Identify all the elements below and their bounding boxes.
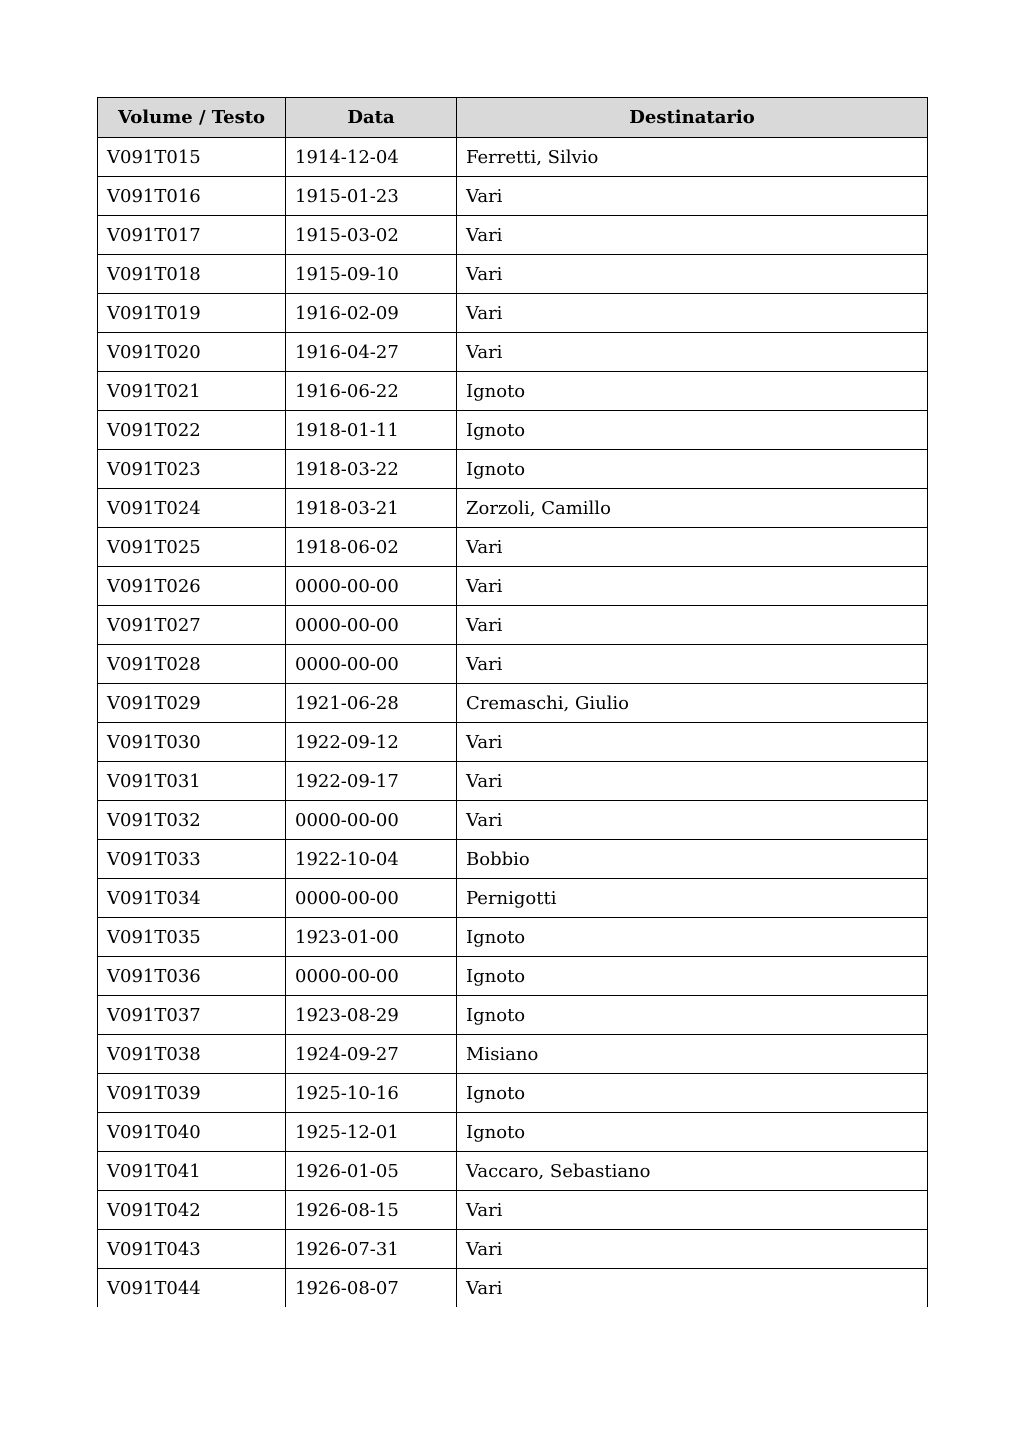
- cell-destinatario: Ignoto: [457, 372, 928, 411]
- header-data: Data: [286, 98, 457, 138]
- cell-volume-testo: V091T026: [98, 567, 286, 606]
- table-row: [98, 567, 928, 606]
- header-volume-testo: Volume / Testo: [98, 98, 286, 138]
- cell-volume-testo: V091T015: [98, 138, 286, 177]
- cell-volume-testo: V091T040: [98, 1113, 286, 1152]
- cell-data: 1918-01-11: [286, 411, 457, 450]
- cell-destinatario: Ferretti, Silvio: [457, 138, 928, 177]
- cell-destinatario: Vari: [457, 294, 928, 333]
- cell-data: 1925-12-01: [286, 1113, 457, 1152]
- table-row: [98, 372, 928, 411]
- cell-volume-testo: V091T038: [98, 1035, 286, 1074]
- cell-volume-testo: V091T022: [98, 411, 286, 450]
- table-row: [98, 801, 928, 840]
- cell-volume-testo: V091T018: [98, 255, 286, 294]
- cell-destinatario: Bobbio: [457, 840, 928, 879]
- cell-volume-testo: V091T027: [98, 606, 286, 645]
- cell-volume-testo: V091T044: [98, 1269, 286, 1308]
- cell-destinatario: Vari: [457, 216, 928, 255]
- table-row: [98, 996, 928, 1035]
- cell-volume-testo: V091T019: [98, 294, 286, 333]
- cell-volume-testo: V091T024: [98, 489, 286, 528]
- cell-data: 1915-01-23: [286, 177, 457, 216]
- cell-volume-testo: V091T023: [98, 450, 286, 489]
- table-row: [98, 255, 928, 294]
- cell-volume-testo: V091T041: [98, 1152, 286, 1191]
- cell-destinatario: Ignoto: [457, 450, 928, 489]
- table-row: [98, 294, 928, 333]
- cell-destinatario: Cremaschi, Giulio: [457, 684, 928, 723]
- cell-volume-testo: V091T029: [98, 684, 286, 723]
- cell-volume-testo: V091T034: [98, 879, 286, 918]
- cell-data: 1918-06-02: [286, 528, 457, 567]
- cell-data: 1926-07-31: [286, 1230, 457, 1269]
- cell-destinatario: Vari: [457, 177, 928, 216]
- cell-data: 1916-06-22: [286, 372, 457, 411]
- cell-volume-testo: V091T042: [98, 1191, 286, 1230]
- table-row: [98, 723, 928, 762]
- table-row: [98, 762, 928, 801]
- cell-volume-testo: V091T043: [98, 1230, 286, 1269]
- table-row: [98, 1191, 928, 1230]
- cell-volume-testo: V091T032: [98, 801, 286, 840]
- table-row: [98, 411, 928, 450]
- table-row: [98, 840, 928, 879]
- document-page: [97, 97, 927, 1307]
- cell-data: 1918-03-21: [286, 489, 457, 528]
- cell-volume-testo: V091T021: [98, 372, 286, 411]
- table-row: [98, 1230, 928, 1269]
- cell-data: 0000-00-00: [286, 567, 457, 606]
- table-row: [98, 879, 928, 918]
- cell-data: 0000-00-00: [286, 957, 457, 996]
- table-row: [98, 528, 928, 567]
- cell-data: 1915-03-02: [286, 216, 457, 255]
- table-row: [98, 177, 928, 216]
- table-row: [98, 1035, 928, 1074]
- table-row: [98, 1269, 928, 1308]
- table-row: [98, 645, 928, 684]
- cell-data: 1922-10-04: [286, 840, 457, 879]
- cell-destinatario: Ignoto: [457, 996, 928, 1035]
- table-body: [98, 138, 928, 1308]
- cell-volume-testo: V091T039: [98, 1074, 286, 1113]
- cell-destinatario: Ignoto: [457, 1113, 928, 1152]
- table-row: [98, 957, 928, 996]
- table-row: [98, 216, 928, 255]
- cell-destinatario: Vari: [457, 1191, 928, 1230]
- cell-data: 0000-00-00: [286, 645, 457, 684]
- table-row: [98, 1074, 928, 1113]
- cell-destinatario: Vari: [457, 567, 928, 606]
- cell-destinatario: Vari: [457, 333, 928, 372]
- cell-data: 1922-09-12: [286, 723, 457, 762]
- cell-destinatario: Vari: [457, 801, 928, 840]
- cell-destinatario: Ignoto: [457, 918, 928, 957]
- header-destinatario: Destinatario: [457, 98, 928, 138]
- cell-data: 1926-08-15: [286, 1191, 457, 1230]
- table-row: [98, 450, 928, 489]
- cell-volume-testo: V091T031: [98, 762, 286, 801]
- cell-volume-testo: V091T033: [98, 840, 286, 879]
- cell-destinatario: Vari: [457, 723, 928, 762]
- cell-destinatario: Vaccaro, Sebastiano: [457, 1152, 928, 1191]
- cell-destinatario: Misiano: [457, 1035, 928, 1074]
- cell-data: 1926-08-07: [286, 1269, 457, 1308]
- cell-destinatario: Vari: [457, 255, 928, 294]
- cell-data: 1923-08-29: [286, 996, 457, 1035]
- cell-data: 1916-04-27: [286, 333, 457, 372]
- table-row: [98, 606, 928, 645]
- cell-destinatario: Vari: [457, 528, 928, 567]
- cell-volume-testo: V091T025: [98, 528, 286, 567]
- cell-data: 0000-00-00: [286, 606, 457, 645]
- table-row: [98, 918, 928, 957]
- cell-destinatario: Vari: [457, 762, 928, 801]
- cell-destinatario: Vari: [457, 606, 928, 645]
- cell-volume-testo: V091T037: [98, 996, 286, 1035]
- cell-destinatario: Vari: [457, 645, 928, 684]
- cell-destinatario: Ignoto: [457, 957, 928, 996]
- cell-data: 1925-10-16: [286, 1074, 457, 1113]
- letters-table: [97, 97, 928, 1307]
- cell-data: 1923-01-00: [286, 918, 457, 957]
- table-row: [98, 489, 928, 528]
- table-row: [98, 138, 928, 177]
- cell-data: 1921-06-28: [286, 684, 457, 723]
- cell-volume-testo: V091T035: [98, 918, 286, 957]
- table-row: [98, 333, 928, 372]
- cell-data: 0000-00-00: [286, 801, 457, 840]
- cell-volume-testo: V091T017: [98, 216, 286, 255]
- cell-data: 0000-00-00: [286, 879, 457, 918]
- cell-volume-testo: V091T036: [98, 957, 286, 996]
- cell-volume-testo: V091T020: [98, 333, 286, 372]
- cell-data: 1926-01-05: [286, 1152, 457, 1191]
- cell-volume-testo: V091T016: [98, 177, 286, 216]
- table-row: [98, 684, 928, 723]
- cell-data: 1924-09-27: [286, 1035, 457, 1074]
- table-row: [98, 1113, 928, 1152]
- cell-data: 1916-02-09: [286, 294, 457, 333]
- table-row: [98, 1152, 928, 1191]
- table-header: [98, 98, 928, 138]
- cell-data: 1914-12-04: [286, 138, 457, 177]
- cell-destinatario: Vari: [457, 1269, 928, 1308]
- cell-destinatario: Pernigotti: [457, 879, 928, 918]
- cell-destinatario: Vari: [457, 1230, 928, 1269]
- cell-data: 1915-09-10: [286, 255, 457, 294]
- cell-destinatario: Ignoto: [457, 1074, 928, 1113]
- cell-volume-testo: V091T028: [98, 645, 286, 684]
- header-row: [98, 98, 928, 138]
- cell-data: 1918-03-22: [286, 450, 457, 489]
- cell-data: 1922-09-17: [286, 762, 457, 801]
- cell-destinatario: Zorzoli, Camillo: [457, 489, 928, 528]
- cell-destinatario: Ignoto: [457, 411, 928, 450]
- cell-volume-testo: V091T030: [98, 723, 286, 762]
